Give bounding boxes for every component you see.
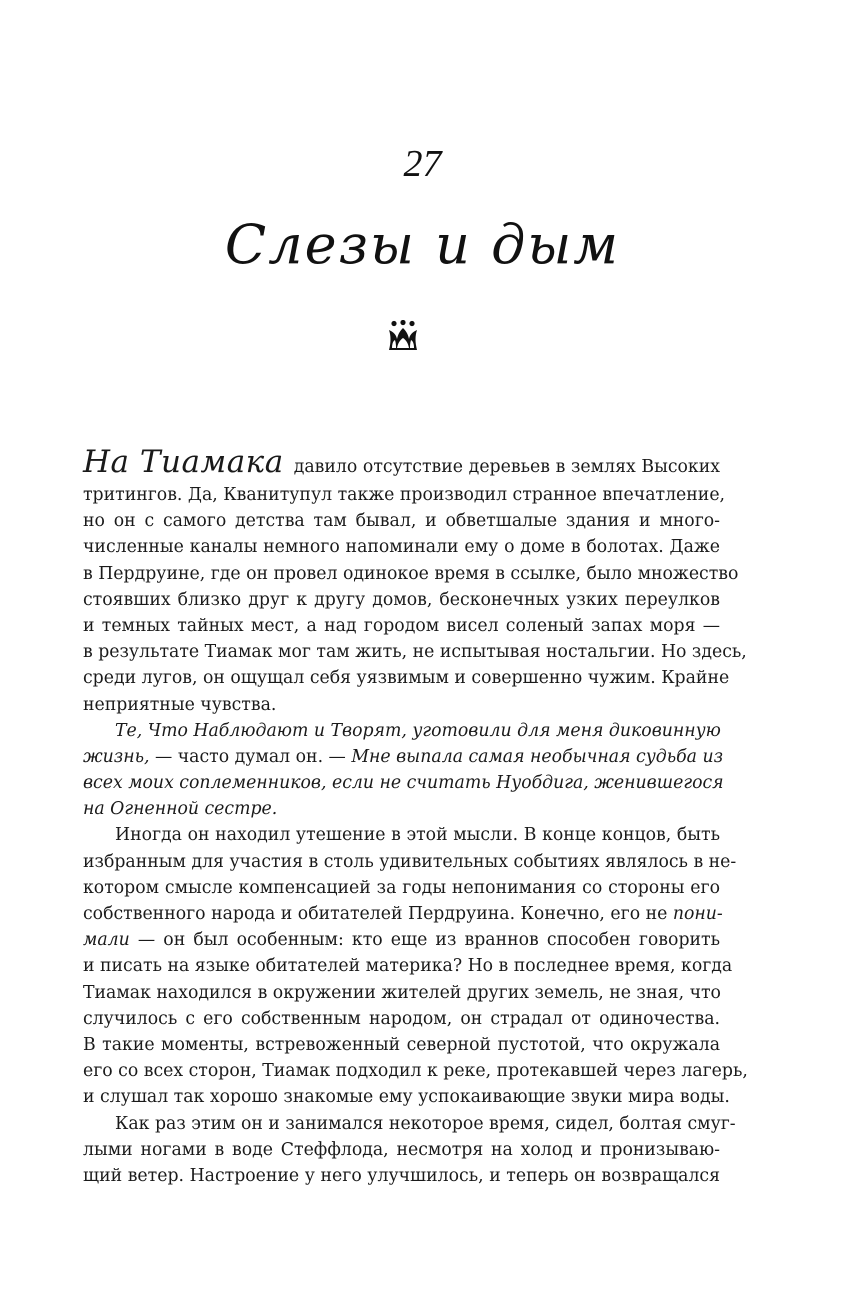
chapter-number: 27 bbox=[403, 143, 442, 185]
text-line: неприятные чувства. bbox=[83, 694, 277, 715]
text-line: случилось с его собственным народом, он страдал от одиночества. bbox=[83, 1008, 720, 1029]
text-line: на Огненной сестре. bbox=[83, 799, 278, 820]
text-line: лыми ногами в воде Стеффлода, несмотря на холод и пронизываю- bbox=[83, 1139, 720, 1160]
text-fragment: Мне выпала самая необычная судьба из bbox=[351, 746, 724, 767]
text-line: и слушал так хорошо знакомые ему успокаивающие звуки мира воды. bbox=[83, 1087, 730, 1108]
text-line: и писать на языке обитателей материка? Но в последнее время, когда bbox=[83, 956, 733, 977]
text-line: среди лугов, он ощущал себя уязвимым и совершенно чужим. Крайне bbox=[83, 668, 730, 689]
text-line: всех моих соплеменников, если не считать Нуобдига, женившегося bbox=[83, 773, 724, 794]
text-line bbox=[83, 927, 720, 953]
text-fragment: — он был особенным: кто еще из враннов способен говорить bbox=[129, 930, 720, 951]
text-line: в Пердруине, где он провел одинокое время в ссылке, было множество bbox=[83, 563, 739, 584]
text-line: Как раз этим он и занимался некоторое время, сидел, болтая смуг- bbox=[115, 1113, 736, 1134]
text-line: В такие моменты, встревоженный северной пустотой, что окружала bbox=[83, 1034, 720, 1055]
text-fragment: — часто думал он. — bbox=[149, 746, 352, 767]
text-line: щий ветер. Настроение у него улучшилось, и теперь он возвращался bbox=[83, 1165, 720, 1186]
text-line: его со всех сторон, Тиамак подходил к реке, протекавшей через лагерь, bbox=[83, 1061, 748, 1082]
text-fragment: жизнь, bbox=[83, 746, 150, 767]
first-line bbox=[83, 442, 720, 482]
lead-words: На Тиамака bbox=[83, 444, 284, 480]
text-line: Тиамак находился в окружении жителей других земель, не зная, что bbox=[83, 982, 721, 1003]
text-line: Иногда он находил утешение в этой мысли. В конце концов, быть bbox=[115, 825, 720, 846]
text-line bbox=[83, 901, 723, 927]
text-line: стоявших близко друг к другу домов, бесконечных узких переулков bbox=[83, 589, 720, 610]
chapter-title: Слезы и дым bbox=[224, 213, 621, 276]
text-line: тритингов. Да, Кванитупул также производил странное впечатление, bbox=[83, 485, 726, 505]
text-line: Те, Что Наблюдают и Творят, уготовили для меня диковинную bbox=[115, 720, 721, 741]
text-fragment: мали bbox=[83, 930, 130, 951]
text-fragment: пони- bbox=[672, 904, 723, 924]
text-line: численные каналы немного напоминали ему о доме в болотах. Даже bbox=[83, 537, 720, 558]
text-line: давило отсутствие деревьев в землях Высоких bbox=[293, 457, 720, 477]
text-fragment: собственного народа и обитателей Пердруина. Конечно, его не bbox=[83, 904, 673, 924]
crown-flame-ornament-icon bbox=[388, 320, 418, 352]
text-line: котором смысле компенсацией за годы непонимания со стороны его bbox=[83, 877, 720, 898]
text-line: и темных тайных мест, а над городом висел соленый запах моря — bbox=[83, 615, 720, 636]
text-line bbox=[83, 744, 724, 770]
text-line: избранным для участия в столь удивительных событиях являлось в не- bbox=[83, 851, 737, 872]
text-line: в результате Тиамак мог там жить, не испытывая ностальгии. Но здесь, bbox=[83, 642, 747, 663]
text-line: но он с самого детства там бывал, и обветшалые здания и много- bbox=[83, 511, 720, 532]
chapter-text bbox=[83, 442, 748, 1189]
